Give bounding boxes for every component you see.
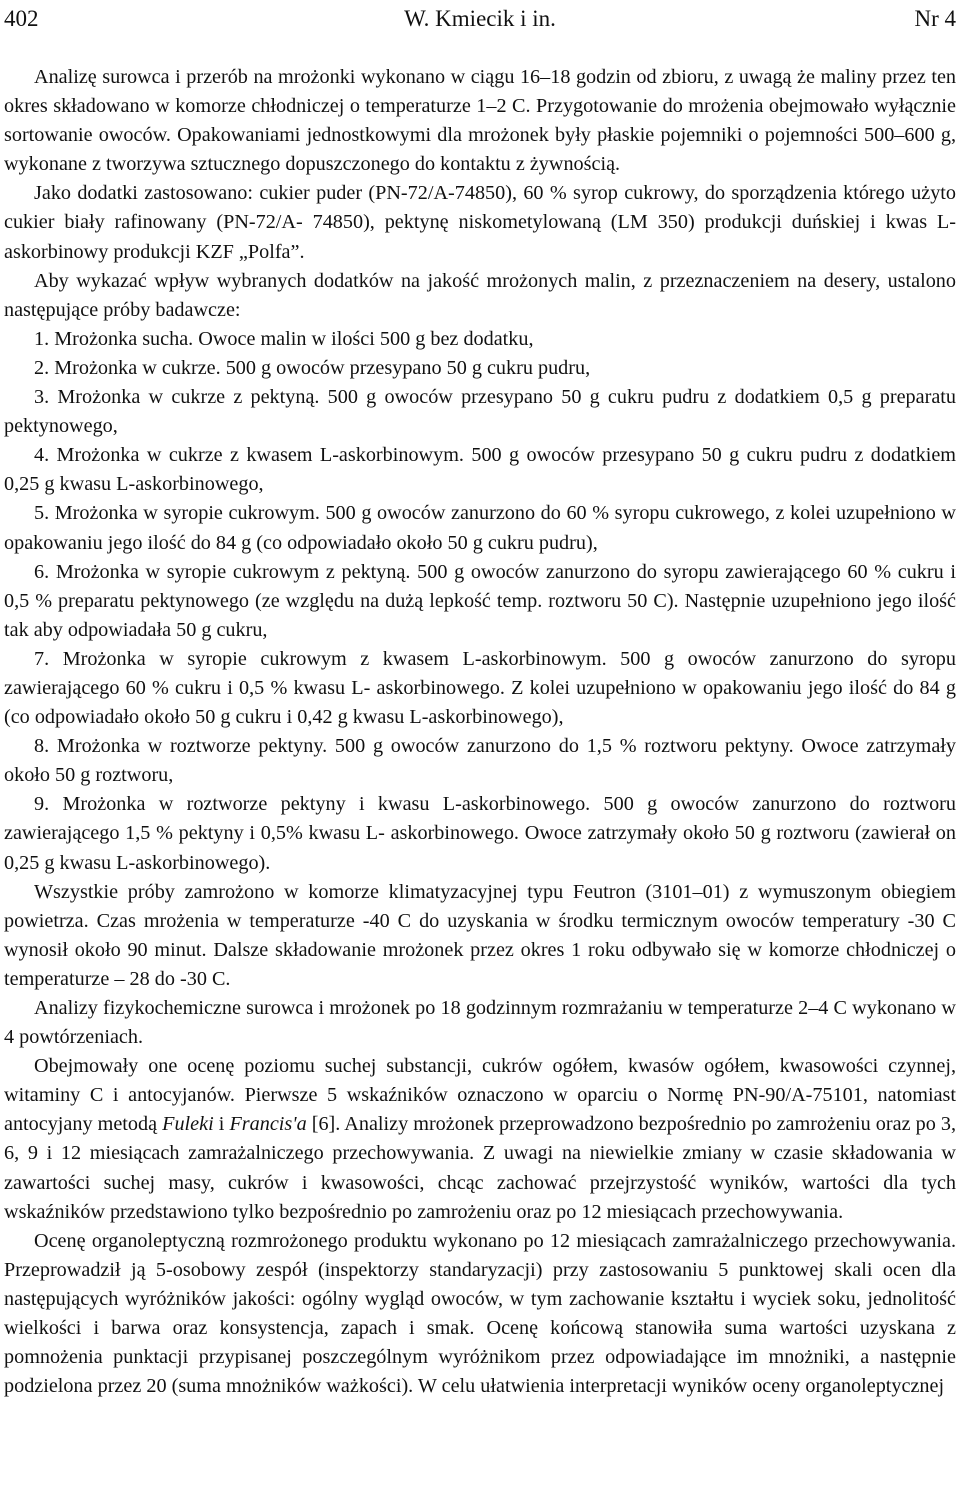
page-number: 402: [4, 6, 39, 31]
paragraph-raw-material: Analizę surowca i przerób na mrożonki wykonano w ciągu 16–18 godzin od zbioru, z uwagą że maliny przez ten okres składowano w komorze chłodniczej o temperaturze 1–2 C. Przygotowanie do mrożenia obejmowało wyłącznie sortowanie owoców. Opakowaniami jednostkowymi dla mrożonek były płaskie pojemniki o pojemności 500–600 g, wykonane z tworzywa sztucznego dopuszczonego do kontaktu z żywnością.: [4, 66, 956, 176]
list-item-sample-4: 4. Mrożonka w cukrze z kwasem L-askorbinowym. 500 g owoców przesypano 50 g cukru pudru z dodatkiem 0,25 g kwasu L-askorbinowego,: [4, 444, 956, 496]
citation-author-fuleki: Fuleki: [162, 1113, 214, 1136]
list-item-sample-5: 5. Mrożonka w syropie cukrowym. 500 g owoców zanurzono do 60 % syropu cukrowego, z kolei uzupełniono w opakowaniu jego ilość do 84 g (co odpowiadało około 50 g cukru pudru),: [4, 502, 956, 554]
paragraph-analyses: Analizy fizykochemiczne surowca i mrożonek po 18 godzinnym rozmrażaniu w temperaturze 2–4 C wykonano w 4 powtórzeniach.: [4, 997, 956, 1049]
page-header: [4, 2, 956, 36]
methods-text-and: i: [213, 1113, 230, 1136]
methods-text-end: [6]. Analizy mrożonek przeprowadzono bezpośrednio po zamrożeniu oraz po 3, 6, 9 i 12 miesiącach zamrażalniczego przechowywania. Z uwagi na niewielkie zmiany w czasie składowania w zawartości suchej masy, cukrów i kwasowości, chcąc zachować przejrzystość wyników, wartości dla tych wskaźników przedstawiono tylko bezpośrednio po zamrożeniu oraz po 12 miesiącach przechowywania.: [4, 1113, 956, 1223]
paragraph-test-samples-intro: Aby wykazać wpływ wybranych dodatków na jakość mrożonych malin, z przeznaczeniem na desery, ustalono następujące próby badawcze:: [4, 269, 956, 321]
issue-number: Nr 4: [914, 6, 956, 31]
running-title: W. Kmiecik i in.: [404, 6, 556, 31]
paragraph-freezing: Wszystkie próby zamrożono w komorze klimatyzacyjnej typu Feutron (3101–01) z wymuszonym obiegiem powietrza. Czas mrożenia w temperaturze -40 C do uzyskania w środku termicznym owoców temperatury -30 C wynosił około 90 minut. Dalsze składowanie mrożonek przez okres 1 roku odbywało się w komorze chłodniczej o temperaturze – 28 do -30 C.: [4, 880, 956, 990]
list-item-sample-9: 9. Mrożonka w roztworze pektyny i kwasu L-askorbinowego. 500 g owoców zanurzono do roztworu zawierającego 1,5 % pektyny i 0,5% kwasu L- askorbinowego. Owoce zatrzymały około 50 g roztworu (zawierał on 0,25 g kwasu L-askorbinowego).: [4, 793, 956, 874]
list-item-sample-2: 2. Mrożonka w cukrze. 500 g owoców przesypano 50 g cukru pudru,: [34, 356, 591, 379]
list-item-sample-1: 1. Mrożonka sucha. Owoce malin w ilości 500 g bez dodatku,: [34, 327, 534, 350]
citation-author-francis: Francis'a: [229, 1113, 307, 1136]
paragraph-methods: [4, 1052, 956, 1227]
paragraph-additives: Jako dodatki zastosowano: cukier puder (PN-72/A-74850), 60 % syrop cukrowy, do sporządzenia którego użyto cukier biały rafinowany (PN-72/A- 74850), pektynę niskometylowaną (LM 350) produkcji duńskiej i kwas L- askorbinowy produkcji KZF „Polfa”.: [4, 182, 956, 263]
list-item-sample-7: 7. Mrożonka w syropie cukrowym z kwasem L-askorbinowym. 500 g owoców zanurzono do syropu zawierającego 60 % cukru i 0,5 % kwasu L- askorbinowego. Z kolei uzupełniono w opakowaniu jego ilość do 84 g (co odpowiadało około 50 g cukru i 0,42 g kwasu L-askorbinowego),: [4, 647, 956, 729]
paragraph-organoleptic: Ocenę organoleptyczną rozmrożonego produktu wykonano po 12 miesiącach zamrażalniczego przechowywania. Przeprowadził ją 5-osobowy zespół (inspektorzy standaryzacji) przy zastosowaniu 5 punktowej skali ocen dla następujących wyróżników jakości: ogólny wygląd owoców, w tym zachowanie kształtu i wyciek soku, jednolitość wielkości i barwa oraz konsystencja, zapach i smak. Ocenę końcową stanowiła suma wartości uzyskana z pomnożenia punktacji przypisanej poszczególnym wyróżnikom przez odpowiadające im mnożniki, a następnie podzielona przez 20 (suma mnożników ważkości). W celu ułatwienia interpretacji wyników oceny organoleptycznej: [4, 1229, 956, 1398]
list-item-sample-8: 8. Mrożonka w roztworze pektyny. 500 g owoców zanurzono do 1,5 % roztworu pektyny. Owoce zatrzymały około 50 g roztworu,: [4, 735, 956, 787]
body-text: [4, 63, 956, 1401]
methods-text-start: Obejmowały one ocenę poziomu suchej substancji, cukrów ogółem, kwasów ogółem, kwasowości czynnej, witaminy C i antocyjanów. Pierwsze 5 wskaźników oznaczono w oparciu o Normę PN-90/A-75101, natomiast antocyjany metodą: [4, 1055, 956, 1136]
list-item-sample-3: 3. Mrożonka w cukrze z pektyną. 500 g owoców przesypano 50 g cukru pudru z dodatkiem 0,5 g preparatu pektynowego,: [4, 386, 956, 438]
list-item-sample-6: 6. Mrożonka w syropie cukrowym z pektyną. 500 g owoców zanurzono do syropu zawierającego 60 % cukru i 0,5 % preparatu pektynowego (ze względu na dużą lepkość temp. roztworu 50 C). Następnie uzupełniono jego ilość tak aby odpowiadała 50 g cukru,: [4, 560, 956, 641]
